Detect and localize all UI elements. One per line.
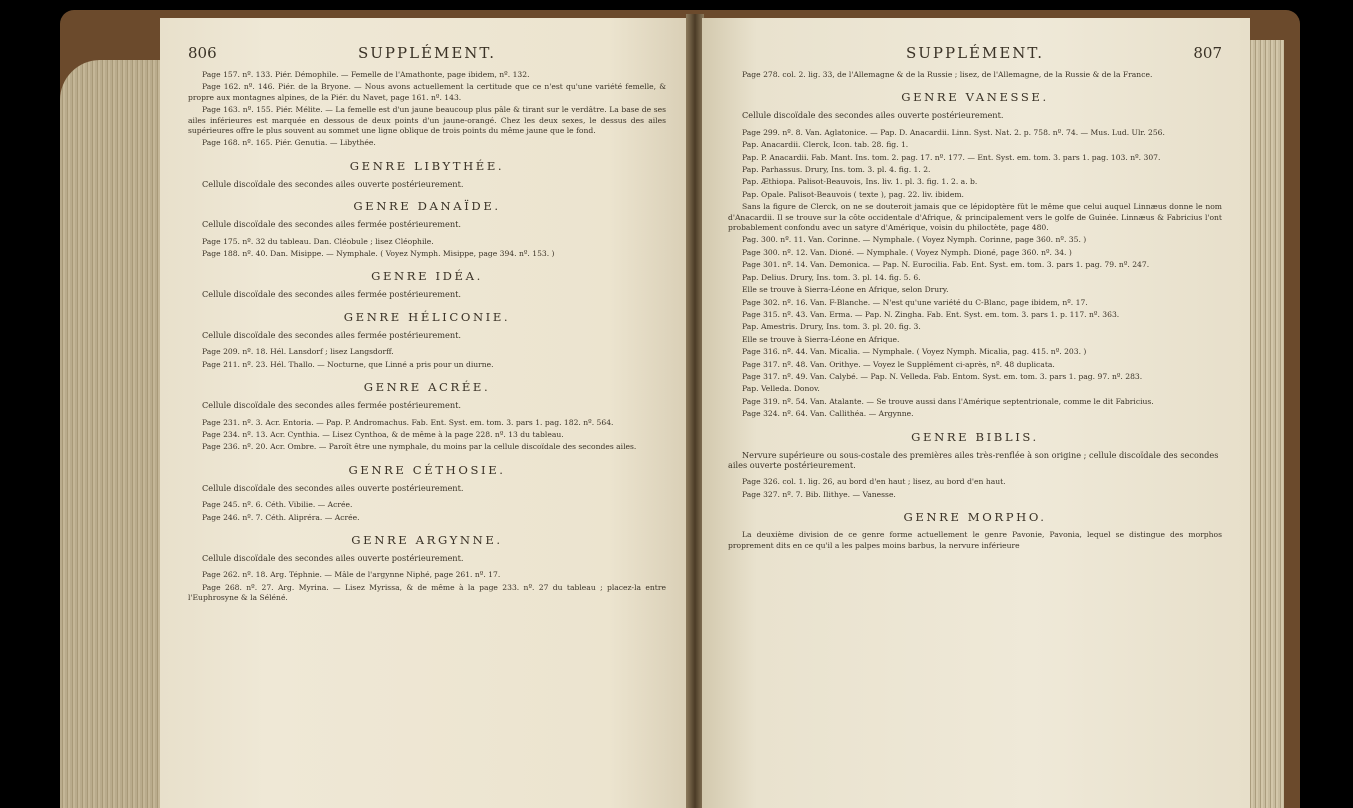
genre-characteristic: Cellule discoïdale des secondes ailes fermée postérieurement. xyxy=(202,219,461,230)
entry-paragraph: Page 278. col. 2. lig. 33, de l'Allemagne & de la Russie ; lisez, de l'Allemagne, de la Russie & de la France. xyxy=(742,70,1153,79)
genre-heading: GENRE MORPHO. xyxy=(903,510,1047,525)
left-running-head xyxy=(188,44,666,64)
entry-paragraph: Page 300. nº. 12. Van. Dioné. — Nymphale. ( Voyez Nymph. Dioné, page 360. nº. 34. ) xyxy=(742,247,1072,257)
genre-characteristic: Nervure supérieure ou sous-costale des premières ailes très-renflée à son origine ; cellule discoïdale des secondes ailes ouverte postérieurement. xyxy=(728,449,1219,470)
entry-paragraph: Page 236. nº. 20. Acr. Ombre. — Paroît être une nymphale, du moins par la cellule discoïdale des secondes ailes. xyxy=(202,442,637,452)
running-title: SUPPLÉMENT. xyxy=(905,44,1044,62)
genre-section xyxy=(188,533,666,604)
entry-paragraph: Page 317. nº. 48. Van. Orithye. — Voyez le Supplément ci-après, nº. 48 duplicata. xyxy=(742,359,1055,369)
page-edges-right xyxy=(1248,40,1284,808)
genre-heading: GENRE ACRÉE. xyxy=(363,380,491,395)
genre-heading: GENRE CÉTHOSIE. xyxy=(348,462,506,477)
right-body xyxy=(728,70,1222,551)
genre-section xyxy=(188,199,666,259)
running-title: SUPPLÉMENT. xyxy=(357,44,496,62)
entry-paragraph: Page 209. nº. 18. Hél. Lansdorf ; lisez Langsdorff. xyxy=(202,347,394,357)
genre-characteristic: Cellule discoïdale des secondes ailes fermée postérieurement. xyxy=(202,329,461,340)
left-page xyxy=(160,18,688,808)
genre-characteristic: Cellule discoïdale des secondes ailes ouverte postérieurement. xyxy=(202,552,464,563)
entry-paragraph: Pap. Amestris. Drury, Ins. tom. 3. pl. 20. fig. 3. xyxy=(742,322,921,332)
entry-paragraph: Page 299. nº. 8. Van. Aglatonice. — Pap. D. Anacardii. Linn. Syst. Nat. 2. p. 758. nº. 74. — Mus. Lud. Ulr. 256. xyxy=(742,127,1165,137)
entry-paragraph: Page 246. nº. 7. Céth. Alipréra. — Acrée. xyxy=(202,512,360,522)
entry-paragraph: Page 315. nº. 43. Van. Erma. — Pap. N. Zingha. Fab. Ent. Syst. em. tom. 3. pars 1. p. 117. nº. 363. xyxy=(742,309,1120,319)
entry-paragraph: Elle se trouve à Sierra-Léone en Afrique. xyxy=(742,334,900,344)
entry-paragraph: Page 163. nº. 155. Piér. Mélite. — La femelle est d'un jaune beaucoup plus pâle & tirant sur le verdâtre. La base de ses ailes inférieures est marquée en dessous de deux points d'un jaune-orangé. Chez les deux sexes, le dessus des ailes supérieures offre le plus souvent au sommet une ligne oblique de trois points du même jaune que le fond. xyxy=(188,105,666,136)
entry-paragraph: Page 327. nº. 7. Bib. Ilithye. — Vanesse. xyxy=(742,489,896,499)
entry-paragraph: Page 316. nº. 44. Van. Micalia. — Nymphale. ( Voyez Nymph. Micalia, pag. 415. nº. 203. ) xyxy=(742,347,1087,357)
entry-paragraph: Page 157. nº. 133. Piér. Démophile. — Femelle de l'Amathonte, page ibidem, nº. 132. xyxy=(202,70,530,79)
entry-paragraph: Page 302. nº. 16. Van. F-Blanche. — N'est qu'une variété du C-Blanc, page ibidem, nº. 17. xyxy=(742,297,1088,307)
entry-paragraph: Pag. 300. nº. 11. Van. Corinne. — Nymphale. ( Voyez Nymph. Corinne, page 360. nº. 35. ) xyxy=(742,235,1087,245)
page-number: 807 xyxy=(1193,44,1222,62)
genre-heading: GENRE LIBYTHÉE. xyxy=(349,158,505,173)
entry-paragraph: Pap. Parhassus. Drury, Ins. tom. 3. pl. 4. fig. 1. 2. xyxy=(742,165,931,175)
genre-heading: GENRE IDÉA. xyxy=(371,269,483,284)
entry-paragraph: Page 211. nº. 23. Hél. Thallo. — Nocturne, que Linné a pris pour un diurne. xyxy=(202,359,494,369)
genre-heading: GENRE ARGYNNE. xyxy=(351,532,503,547)
entry-paragraph: Page 326. col. 1. lig. 26, au bord d'en haut ; lisez, au bord d'en haut. xyxy=(742,477,1006,487)
entry-paragraph: La deuxième division de ce genre forme actuellement le genre Pavonie, Pavonia, lequel se distingue des morphos proprement dits en ce qu'il a les palpes moins barbus, la nervure inférieure xyxy=(728,530,1222,550)
page-number: 806 xyxy=(188,44,217,62)
entry-paragraph: Pap. Æthiopa. Palisot-Beauvois, Ins. liv. 1. pl. 3. fig. 1. 2. a. b. xyxy=(742,177,978,187)
entry-paragraph: Page 175. nº. 32 du tableau. Dan. Cléobule ; lisez Cléophile. xyxy=(202,236,434,246)
genre-heading: GENRE VANESSE. xyxy=(901,90,1049,105)
genre-section xyxy=(188,310,666,370)
entry-paragraph: Page 301. nº. 14. Van. Demonica. — Pap. N. Eurocilia. Fab. Ent. Syst. em. tom. 3. pars 1. pag. 79. nº. 247. xyxy=(742,260,1150,270)
entry-paragraph: Page 168. nº. 165. Piér. Genutia. — Libythée. xyxy=(202,138,376,148)
genre-section xyxy=(728,90,1222,419)
entry-paragraph: Pap. Opale. Palisot-Beauvois ( texte ), pag. 22. liv. ibidem. xyxy=(742,189,964,199)
genre-heading: GENRE DANAÏDE. xyxy=(353,199,501,214)
entry-paragraph: Page 317. nº. 49. Van. Calybé. — Pap. N. Velleda. Fab. Entom. Syst. em. tom. 3. pars 1. pag. 97. nº. 283. xyxy=(742,371,1143,381)
genre-section xyxy=(728,510,1222,551)
entry-paragraph: Page 268. nº. 27. Arg. Myrina. — Lisez Myrissa, & de même à la page 233. nº. 27 du tableau ; placez-la entre l'Euphrosyne & la Séléné. xyxy=(188,582,666,603)
entry-paragraph: Page 234. nº. 13. Acr. Cynthia. — Lisez Cynthoa, & de même à la page 228. nº. 13 du tableau. xyxy=(202,429,564,439)
genre-heading: GENRE BIBLIS. xyxy=(911,429,1039,444)
entry-paragraph: Pap. Velleda. Donov. xyxy=(742,384,820,394)
entry-paragraph: Page 231. nº. 3. Acr. Entoria. — Pap. P. Andromachus. Fab. Ent. Syst. em. tom. 3. pars 1. pag. 182. nº. 564. xyxy=(202,417,614,427)
entry-paragraph: Pap. Delius. Drury, Ins. tom. 3. pl. 14. fig. 5. 6. xyxy=(742,272,921,282)
genre-section xyxy=(188,380,666,453)
entry-paragraph: Pap. Anacardii. Clerck, Icon. tab. 28. fig. 1. xyxy=(742,140,909,150)
entry-paragraph: Page 162. nº. 146. Piér. de la Bryone. — Nous avons actuellement la certitude que ce n'est qu'une variété femelle, & propre aux montagnes alpines, de la Piér. du Navet, page 161. nº. 143. xyxy=(188,82,666,102)
genre-characteristic: Cellule discoïdale des secondes ailes fermée postérieurement. xyxy=(202,400,461,411)
right-page xyxy=(702,18,1250,808)
page-edges-left xyxy=(60,60,172,808)
genre-heading: GENRE HÉLICONIE. xyxy=(343,309,511,324)
genre-section xyxy=(188,463,666,523)
entry-paragraph: Page 262. nº. 18. Arg. Téphnie. — Mâle de l'argynne Niphé, page 261. nº. 17. xyxy=(202,570,501,580)
genre-characteristic: Cellule discoïdale des secondes ailes ouverte postérieurement. xyxy=(742,110,1004,121)
genre-section xyxy=(188,269,666,299)
genre-section xyxy=(188,159,666,189)
right-running-head xyxy=(728,44,1222,64)
genre-characteristic: Cellule discoïdale des secondes ailes ouverte postérieurement. xyxy=(202,482,464,493)
left-body xyxy=(188,70,666,604)
genre-section xyxy=(728,430,1222,501)
genre-characteristic: Cellule discoïdale des secondes ailes ouverte postérieurement. xyxy=(202,178,464,189)
entry-paragraph: Sans la figure de Clerck, on ne se douteroit jamais que ce lépidoptère fût le même que celui auquel Linnæus donne le nom d'Anacardii. Il se trouve sur la côte occidentale d'Afrique, & principalement vers le golfe de Guinée. Linnæus & Fabricius l'ont probablement confondu avec un satyre d'Amérique, voisin du philoctète, page 480. xyxy=(728,202,1222,233)
entry-paragraph: Page 324. nº. 64. Van. Callithéa. — Argynne. xyxy=(742,409,914,419)
entry-paragraph: Page 319. nº. 54. Van. Atalante. — Se trouve aussi dans l'Amérique septentrionale, comme le dit Fabricius. xyxy=(742,396,1154,406)
genre-characteristic: Cellule discoïdale des secondes ailes fermée postérieurement. xyxy=(202,289,461,300)
entry-paragraph: Elle se trouve à Sierra-Léone en Afrique, selon Drury. xyxy=(742,285,949,295)
entry-paragraph: Page 245. nº. 6. Céth. Vibilie. — Acrée. xyxy=(202,500,353,510)
entry-paragraph: Pap. P. Anacardii. Fab. Mant. Ins. tom. 2. pag. 17. nº. 177. — Ent. Syst. em. tom. 3. pars 1. pag. 103. nº. 307. xyxy=(742,152,1161,162)
entry-paragraph: Page 188. nº. 40. Dan. Misippe. — Nymphale. ( Voyez Nymph. Misippe, page 394. nº. 153. ) xyxy=(202,249,555,259)
